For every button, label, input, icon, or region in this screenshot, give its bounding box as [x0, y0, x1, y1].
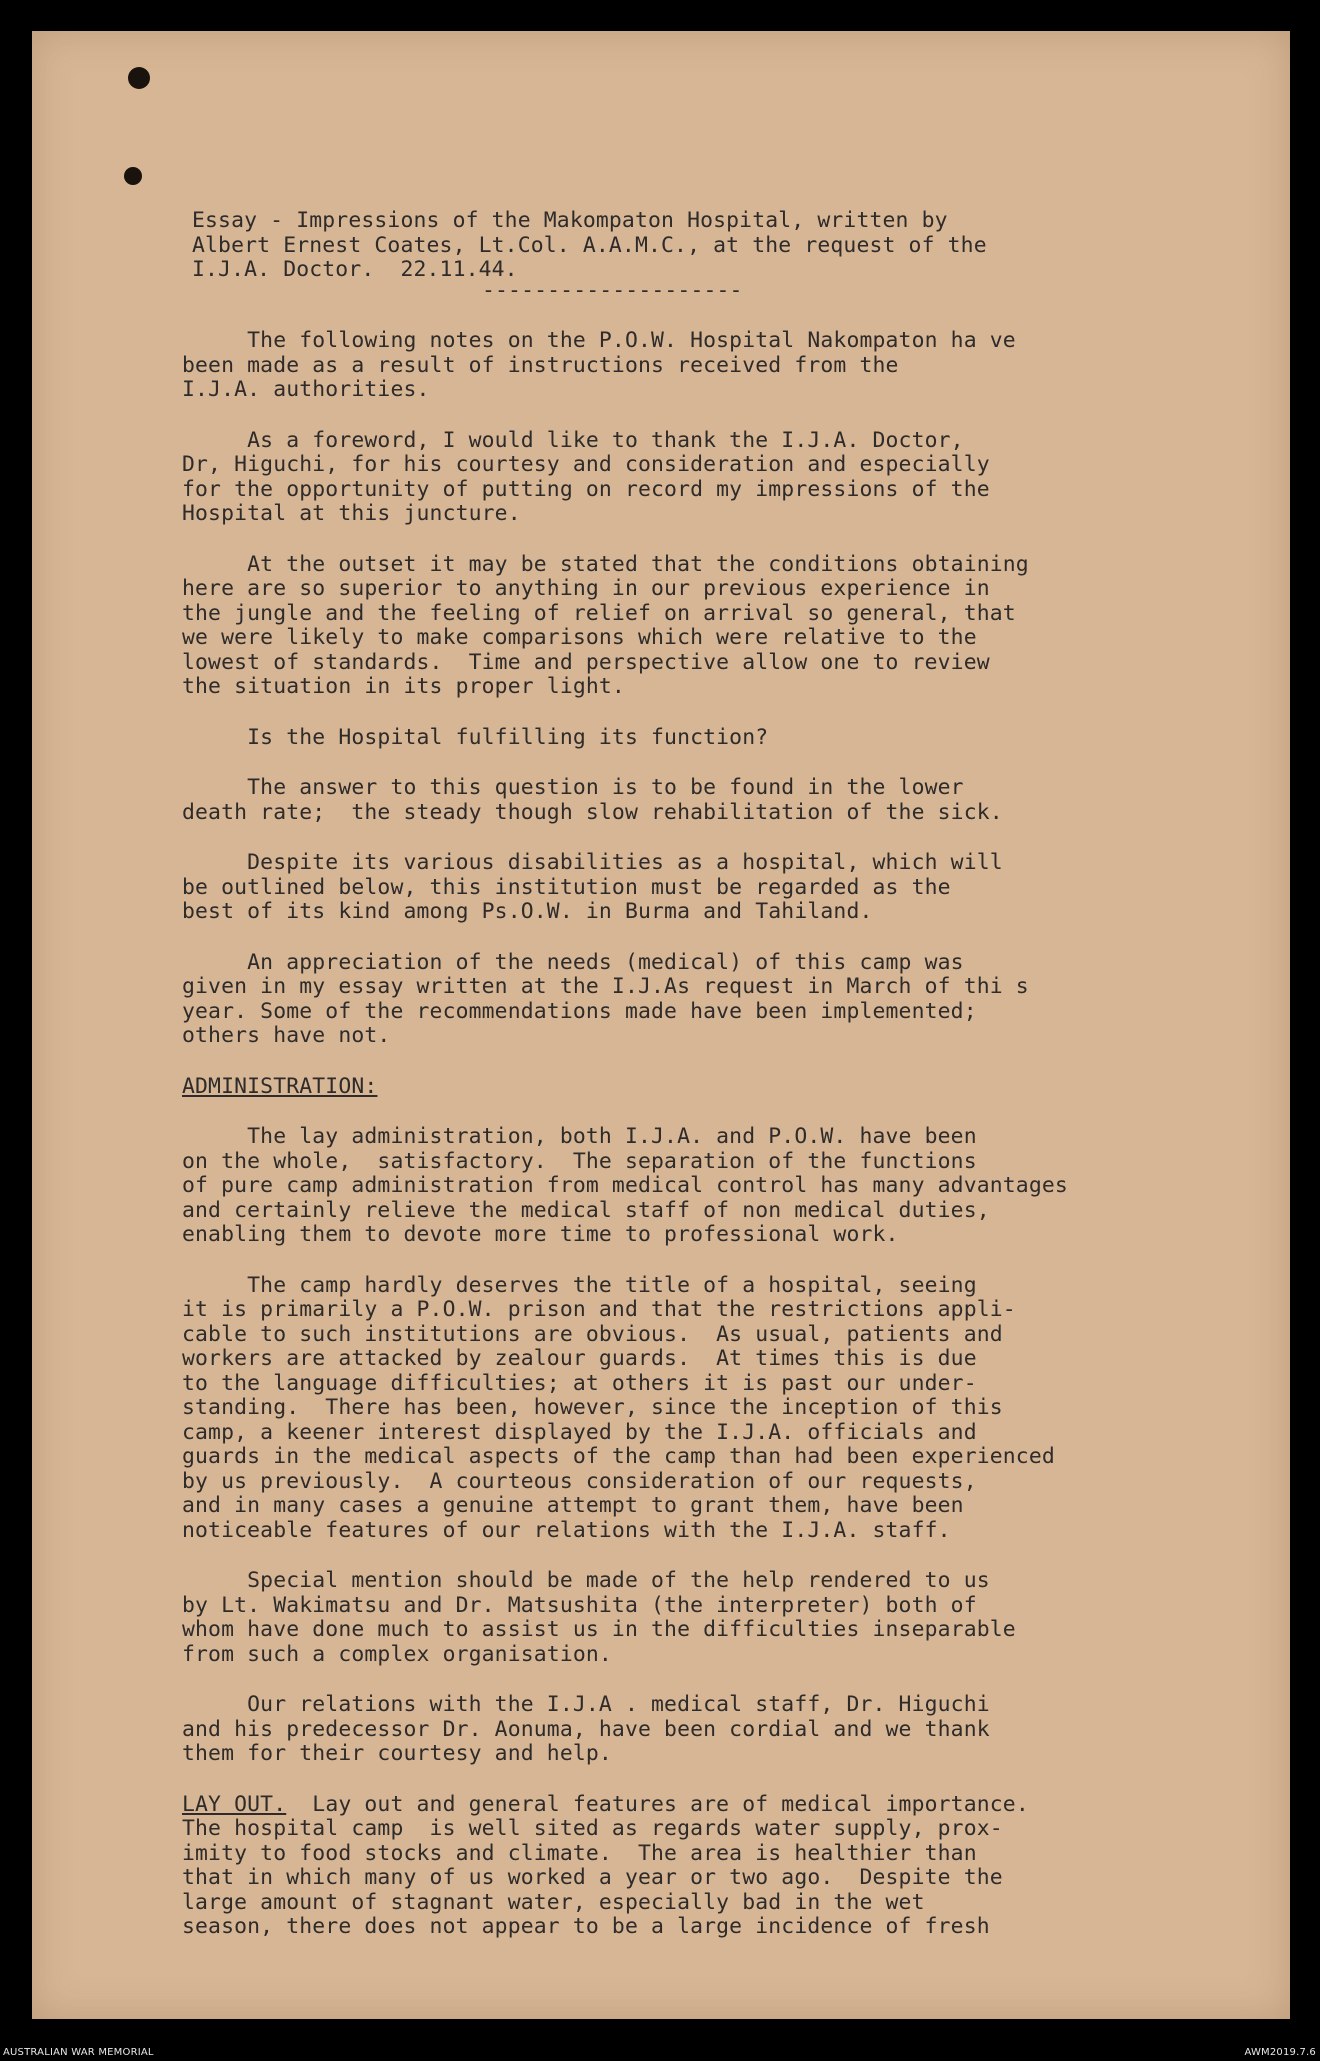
text-line: Despite its various disabilities as a hospital, which will [182, 850, 1003, 875]
text-line: At the outset it may be stated that the conditions obtaining [182, 551, 1029, 577]
heading-line: Albert Ernest Coates, Lt.Col. A.A.M.C., at the request of the [192, 232, 987, 258]
text-line: on the whole, satisfactory. The separation of the functions [182, 1148, 977, 1174]
essay-heading [192, 209, 1212, 303]
text-line: The lay administration, both I.J.A. and P.O.W. have been [182, 1124, 977, 1149]
text-line: guards in the medical aspects of the camp than had been experienced [182, 1444, 1055, 1469]
text-line [182, 1793, 1212, 1818]
text-line: noticeable features of our relations with the I.J.A. staff. [182, 1517, 951, 1543]
paragraph [182, 1274, 1212, 1544]
document-page [32, 31, 1290, 2019]
text-line: large amount of stagnant water, especially bad in the wet [182, 1889, 925, 1915]
punch-hole-top [128, 67, 150, 89]
text-line: I.J.A. authorities. [182, 377, 430, 402]
text-line: by us previously. A courteous consideration of our requests, [182, 1468, 977, 1494]
text-line: The answer to this question is to be found in the lower [182, 775, 964, 800]
footer-credit: AUSTRALIAN WAR MEMORIAL [3, 2047, 154, 2058]
paragraph [182, 1793, 1212, 1940]
text-line: standing. There has been, however, since the inception of this [182, 1395, 1003, 1420]
text-line: been made as a result of instructions received from the [182, 352, 899, 378]
paragraph [182, 851, 1212, 925]
text-line: them for their courtesy and help. [182, 1741, 612, 1766]
text-line: lowest of standards. Time and perspective allow one to review [182, 649, 990, 675]
footer-catalogue-number: AWM2019.7.6 [1244, 2047, 1316, 2058]
text-line: of pure camp administration from medical control has many advantages [182, 1173, 1068, 1198]
heading-line: I.J.A. Doctor. 22.11.44. [192, 257, 518, 282]
text-line: The following notes on the P.O.W. Hospital Nakompaton ha ve [182, 328, 1016, 353]
paragraph [182, 776, 1212, 825]
text-line: As a foreword, I would like to thank the I.J.A. Doctor, [182, 427, 964, 453]
text-line: the jungle and the feeling of relief on arrival so general, that [182, 600, 1016, 626]
text-line: and certainly relieve the medical staff of non medical duties, [182, 1197, 990, 1223]
section-heading [182, 1075, 1212, 1100]
text-line: by Lt. Wakimatsu and Dr. Matsushita (the interpreter) both of [182, 1592, 977, 1618]
text-line: camp, a keener interest displayed by the I.J.A. officials and [182, 1419, 977, 1445]
text-line: the situation in its proper light. [182, 674, 625, 699]
text-line: season, there does not appear to be a large incidence of fresh [182, 1914, 990, 1939]
heading-line: Essay - Impressions of the Makompaton Hospital, written by [192, 208, 948, 233]
paragraph [182, 951, 1212, 1049]
paragraph [182, 429, 1212, 527]
text-line: given in my essay written at the I.J.As request in March of thi s [182, 974, 1029, 999]
text-line: The hospital camp is well sited as regards water supply, prox- [182, 1816, 1003, 1841]
text-line: workers are attacked by zealour guards. At times this is due [182, 1346, 977, 1371]
text-line: whom have done much to assist us in the difficulties inseparable [182, 1617, 1016, 1642]
paragraph [182, 329, 1212, 403]
essay-body [182, 329, 1212, 1940]
text-line: Is the Hospital fulfilling its function? [182, 724, 769, 750]
text-line: to the language difficulties; at others it is past our under- [182, 1370, 977, 1396]
paragraph [182, 1693, 1212, 1767]
text-line: imity to food stocks and climate. The area is healthier than [182, 1840, 977, 1866]
text-line: Special mention should be made of the help rendered to us [182, 1568, 990, 1593]
text-line: year. Some of the recommendations made have been implemented; [182, 998, 977, 1024]
text-line: and his predecessor Dr. Aonuma, have been cordial and we thank [182, 1716, 990, 1742]
paragraph [182, 726, 1212, 751]
punch-hole-bottom [124, 167, 142, 185]
typewritten-text [182, 209, 1212, 1940]
text-line: Dr, Higuchi, for his courtesy and consideration and especially [182, 452, 990, 477]
text-line: and in many cases a genuine attempt to grant them, have been [182, 1493, 964, 1518]
text-line: from such a complex organisation. [182, 1641, 612, 1667]
text-line: best of its kind among Ps.O.W. in Burma and Tahiland. [182, 899, 873, 924]
text-line: cable to such institutions are obvious. As usual, patients and [182, 1321, 1003, 1347]
text-line: Our relations with the I.J.A . medical staff, Dr. Higuchi [182, 1692, 990, 1717]
paragraph [182, 1125, 1212, 1248]
text-line: The camp hardly deserves the title of a hospital, seeing [182, 1272, 977, 1298]
text-line: here are so superior to anything in our previous experience in [182, 576, 990, 601]
lead-heading: LAY OUT. [182, 1791, 287, 1817]
text-line: others have not. [182, 1023, 391, 1048]
text-line: enabling them to devote more time to professional work. [182, 1222, 899, 1247]
paragraph [182, 553, 1212, 700]
text-line: we were likely to make comparisons which were relative to the [182, 625, 977, 650]
text-line: it is primarily a P.O.W. prison and that the restrictions appli- [182, 1297, 1016, 1322]
text-line: for the opportunity of putting on record my impressions of the [182, 476, 990, 502]
text-line: Hospital at this juncture. [182, 501, 521, 526]
heading-rule: -------------------- [482, 277, 743, 303]
text-line: be outlined below, this institution must be regarded as the [182, 874, 951, 900]
section-heading-text: ADMINISTRATION: [182, 1073, 378, 1099]
text-line: that in which many of us worked a year or two ago. Despite the [182, 1865, 1003, 1890]
text-line: death rate; the steady though slow rehabilitation of the sick. [182, 799, 1003, 825]
paragraph [182, 1569, 1212, 1667]
text-line: An appreciation of the needs (medical) of this camp was [182, 949, 964, 975]
lead-line-text: Lay out and general features are of medical importance. [286, 1791, 1029, 1817]
